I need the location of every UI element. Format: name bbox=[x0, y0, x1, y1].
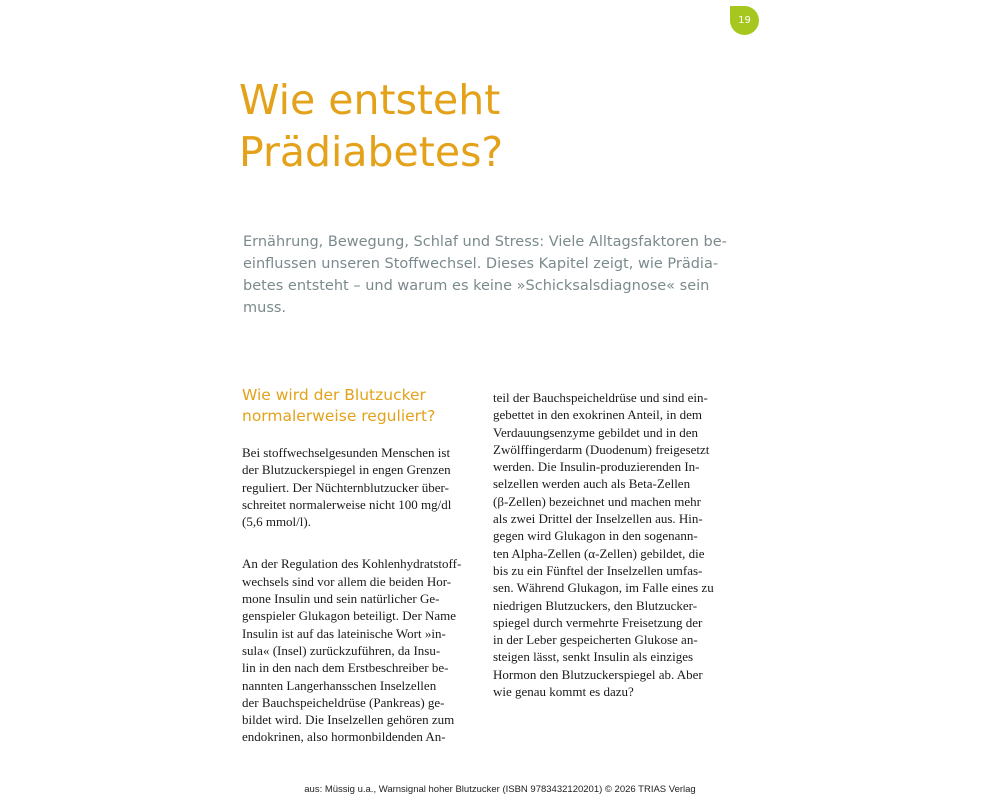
body-paragraph-1 bbox=[242, 444, 472, 530]
text-line: (5,6 mmol/l). bbox=[242, 514, 311, 530]
heading-line: Wie wird der Blutzucker bbox=[242, 386, 426, 404]
text-line: steigen lässt, senkt Insulin als einziges bbox=[493, 649, 694, 665]
text-line: Bei stoffwechselgesunden Menschen ist bbox=[242, 445, 451, 460]
chapter-intro bbox=[243, 231, 727, 319]
text-line: gegen wird Glukagon in den sogenann- bbox=[493, 528, 698, 544]
left-column bbox=[242, 385, 472, 771]
title-line: Prädiabetes? bbox=[239, 128, 504, 176]
text-line: (β-Zellen) bezeichnet und machen mehr bbox=[493, 493, 702, 509]
intro-line: betes entsteht – und warum es keine »Schicksalsdiagnose« sein bbox=[243, 278, 710, 294]
text-line: in der Leber gespeicherten Glukose an- bbox=[493, 632, 698, 648]
body-paragraph-continued bbox=[493, 389, 733, 700]
intro-line: einflussen unseren Stoffwechsel. Dieses Kapitel zeigt, wie Prädia- bbox=[243, 256, 719, 272]
text-line: ten Alpha-Zellen (α-Zellen) gebildet, die bbox=[493, 545, 705, 561]
text-line: teil der Bauchspeicheldrüse und sind ein- bbox=[493, 390, 708, 405]
text-line: mone Insulin und sein natürlicher Ge- bbox=[242, 591, 440, 607]
body-paragraph-2 bbox=[242, 555, 472, 745]
text-line: endokrinen, also hormonbildenden An- bbox=[242, 729, 446, 745]
page-number-badge: 19 bbox=[730, 6, 759, 35]
text-line: schreitet normalerweise nicht 100 mg/dl bbox=[242, 496, 452, 512]
text-line: nannten Langerhansschen Inselzellen bbox=[242, 677, 437, 693]
text-line: werden. Die Insulin-produzierenden In- bbox=[493, 459, 700, 475]
text-line: Zwölffingerdarm (Duodenum) freigesetzt bbox=[493, 441, 710, 457]
text-line: selzellen werden auch als Beta-Zellen bbox=[493, 476, 691, 492]
source-footer: aus: Müssig u.a., Warnsignal hoher Blutzucker (ISBN 9783432120201) © 2026 TRIAS Verlag bbox=[304, 784, 696, 795]
intro-line: Ernährung, Bewegung, Schlaf und Stress: Viele Alltagsfaktoren be- bbox=[243, 234, 727, 250]
text-line: Insulin ist auf das lateinische Wort »in- bbox=[242, 625, 446, 641]
text-line: bis zu ein Fünftel der Inselzellen umfas- bbox=[493, 562, 703, 578]
text-line: lin in den nach dem Erstbeschreiber be- bbox=[242, 660, 449, 676]
chapter-title bbox=[239, 74, 503, 178]
text-line: reguliert. Der Nüchternblutzucker über- bbox=[242, 479, 449, 495]
text-line: der Bauchspeicheldrüse (Pankreas) ge- bbox=[242, 694, 445, 710]
text-line: Hormon den Blutzuckerspiegel ab. Aber bbox=[493, 666, 703, 682]
text-line: genspieler Glukagon beteiligt. Der Name bbox=[242, 608, 457, 624]
section-heading bbox=[242, 385, 472, 427]
text-line: bildet wird. Die Inselzellen gehören zum bbox=[242, 712, 455, 728]
text-line: sula« (Insel) zurückzuführen, da Insu- bbox=[242, 642, 441, 658]
text-line: wie genau kommt es dazu? bbox=[493, 684, 634, 700]
title-line: Wie entsteht bbox=[239, 76, 501, 124]
text-line: spiegel durch vermehrte Freisetzung der bbox=[493, 614, 703, 630]
right-column bbox=[493, 389, 733, 725]
text-line: als zwei Drittel der Inselzellen aus. Hin- bbox=[493, 511, 703, 527]
text-line: An der Regulation des Kohlenhydratstoff- bbox=[242, 556, 462, 572]
text-line: niedrigen Blutzuckers, den Blutzucker- bbox=[493, 597, 698, 613]
text-line: der Blutzuckerspiegel in engen Grenzen bbox=[242, 462, 451, 478]
heading-line: normalerweise reguliert? bbox=[242, 407, 436, 425]
text-line: Verdauungsenzyme gebildet und in den bbox=[493, 424, 699, 440]
text-line: wechsels sind vor allem die beiden Hor- bbox=[242, 573, 452, 589]
intro-line: muss. bbox=[243, 300, 287, 316]
text-line: gebettet in den exokrinen Anteil, in dem bbox=[493, 407, 703, 423]
text-line: sen. Während Glukagon, im Falle eines zu bbox=[493, 580, 714, 596]
